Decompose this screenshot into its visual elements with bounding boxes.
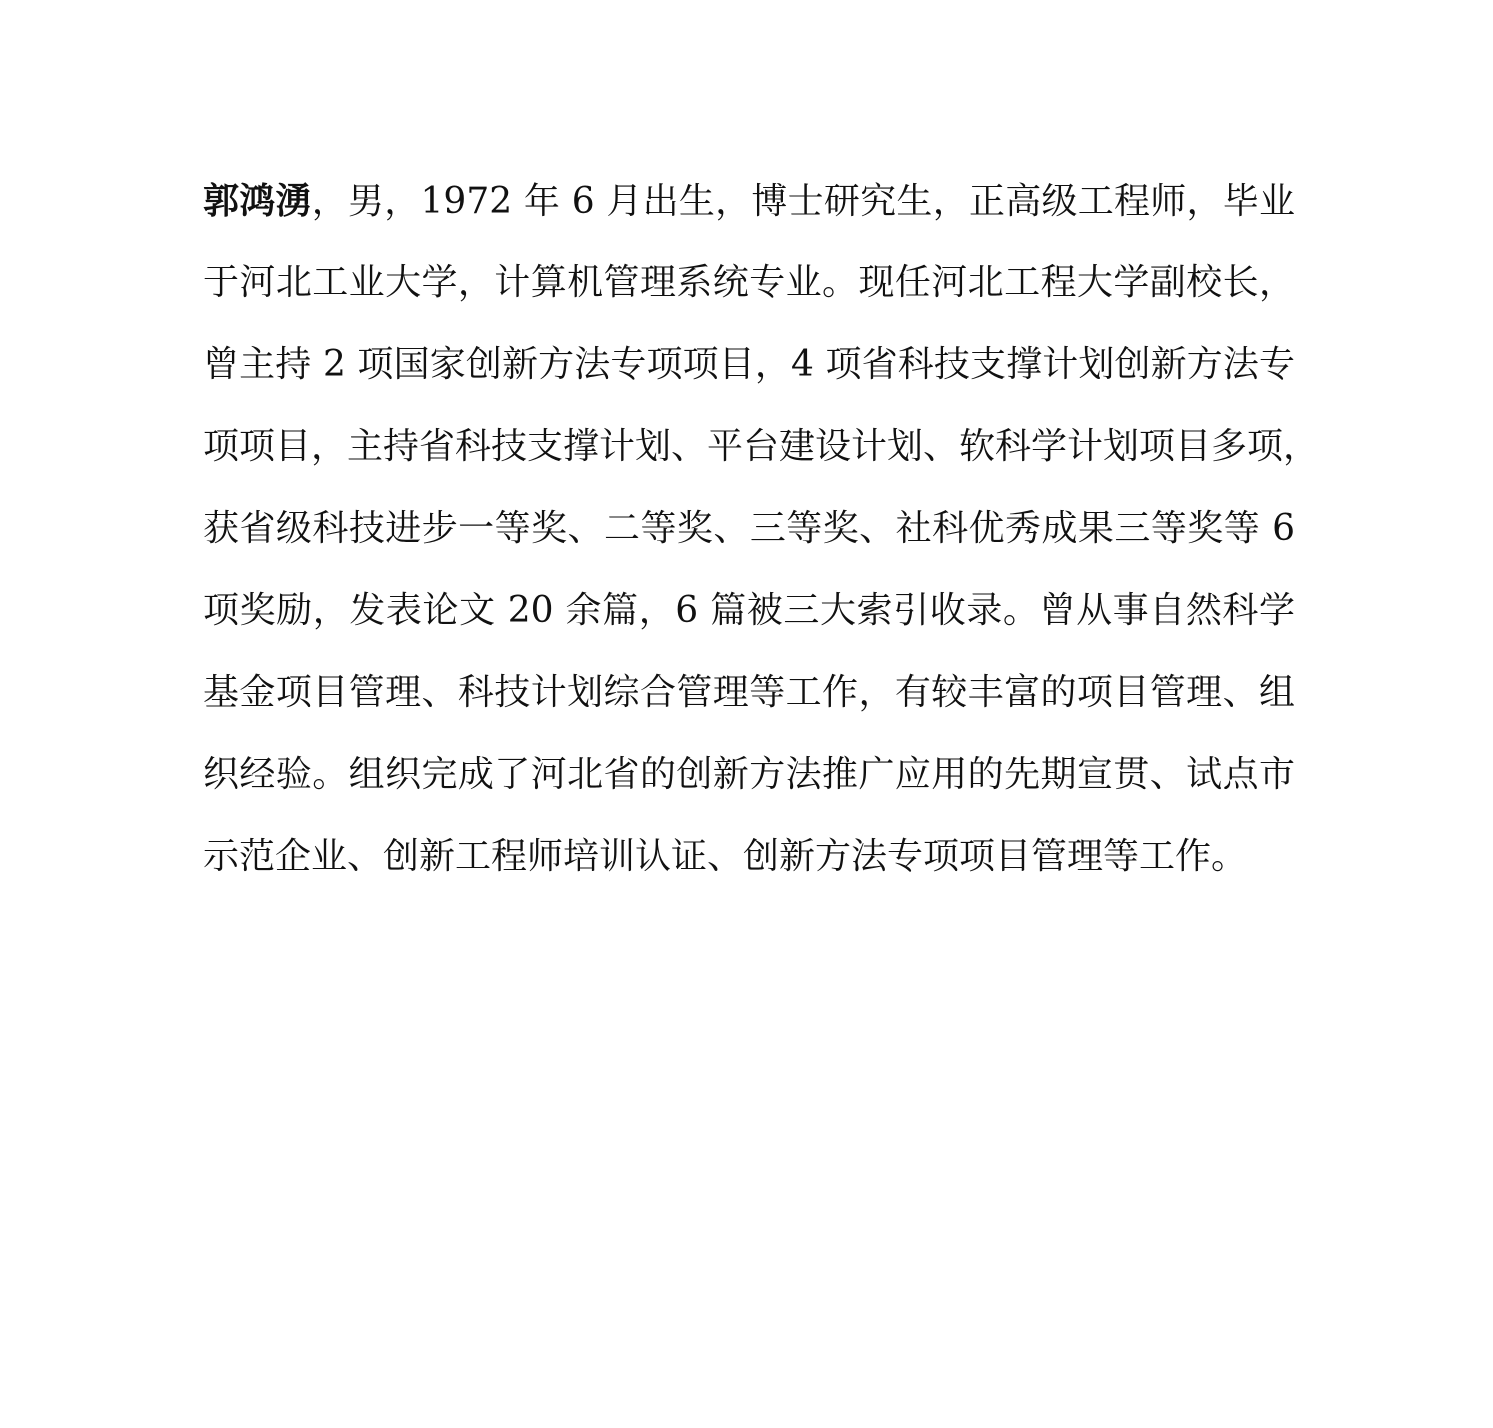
paragraph-line-7: 基金项目管理、科技计划综合管理等工作，有较丰富的项目管理、组 bbox=[203, 672, 1295, 713]
paragraph-line-1 bbox=[203, 160, 1295, 242]
paragraph-line-9: 示范企业、创新工程师培训认证、创新方法专项项目管理等工作。 bbox=[203, 836, 1248, 877]
paragraph-line-2: 于河北工业大学，计算机管理系统专业。现任河北工程大学副校长， bbox=[203, 262, 1295, 303]
paragraph-line-3: 曾主持 2 项国家创新方法专项项目，4 项省科技支撑计划创新方法专 bbox=[203, 344, 1295, 385]
paragraph-line-5: 获省级科技进步一等奖、二等奖、三等奖、社科优秀成果三等奖等 6 bbox=[203, 508, 1295, 549]
paragraph-line-4: 项项目，主持省科技支撑计划、平台建设计划、软科学计划项目多项， bbox=[203, 426, 1320, 467]
paragraph-line-6: 项奖励，发表论文 20 余篇，6 篇被三大索引收录。曾从事自然科学 bbox=[203, 590, 1295, 631]
person-name: 郭鸿湧 bbox=[203, 180, 312, 222]
paragraph-line-8: 织经验。组织完成了河北省的创新方法推广应用的先期宣贯、试点市 bbox=[203, 754, 1295, 795]
line-text: ，男，1972 年 6 月出生，博士研究生，正高级工程师，毕业 bbox=[311, 181, 1295, 222]
biography-paragraph bbox=[203, 160, 1320, 898]
